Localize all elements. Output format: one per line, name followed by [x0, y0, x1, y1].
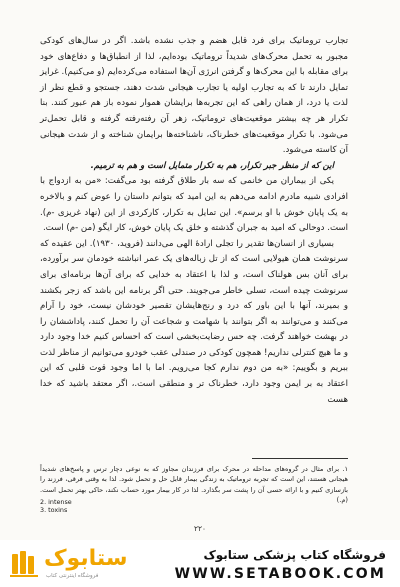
setabook-logo[interactable]	[10, 546, 140, 582]
logo-subtitle: فروشگاه اینترنتی کتاب	[46, 573, 99, 579]
store-url[interactable]: WWW.SETABOOK.COM	[174, 566, 386, 582]
paragraph-emphasis: این که از منظر جبر تکرار، هم به تکرار متمایل است و هم به ترمیم.	[90, 160, 334, 171]
footnote-toxins: 3. toxins	[40, 506, 68, 514]
paragraph-3: بسیاری از انسان‌ها تقدیر را تجلی ارادهٔ الهی می‌دانند (فروید، ۱۹۳۰). این عقیده که سرنوشت همان هیولایی است که از تل زباله‌های یک عمر انباشته خودمان سر برآورده، برای آنان بس هولناک است، و لذا با اعتقاد به خدایی که برای آن‌ها برنامه‌ای برای سرنوشت چیده است، تسلی خاطر می‌جویند. حتی اگر برنامه این باشد که زجر بکشند و بمیرند، آنها با این باور که درد و رنج‌هایشان تقصیر خودشان نیست، خود را آرام می‌کنند و می‌توانند به اگر بتوانند با شهامت و شجاعت آن را تحمل کنند، پاداششان را در بهشت خواهند گرفت. چه حس رضایت‌بخشی است که احساس کنیم خدا وجود دارد و ما هیچ کنترلی نداریم! همچون کودکی در صندلی عقب خودرو می‌توانیم از مناظر لذت ببریم و بگوییم: «به من دوم ندارم کجا می‌رویم. اما با اما وجود قوت قلبی که این اعتقاد به بر ایمن وجود دارد، خطرناک تر و منطقی است.، اگر معتقد باشید که خدا هست	[40, 238, 348, 405]
footnote-intense: 2. intense	[40, 498, 72, 506]
book-stack-icon	[10, 548, 40, 578]
body-text	[40, 34, 348, 408]
store-banner	[0, 540, 400, 587]
footnote-divider	[252, 458, 348, 459]
store-title: فروشگاه کتاب پزشکی ستابوک	[203, 548, 386, 562]
paragraph-1: تجارب تروماتیک برای فرد قابل هضم و جذب نشده باشد. اگر در سال‌های کودکی مجبور به تحمل محرک‌های شدیداً تروماتیک بوده‌ایم، لذا از انطباق‌ها و دفاع‌های خود برای مقابله با این محرک‌ها و گرفتن انرژی آن‌ها استفاده می‌کرده‌ایم (و می‌کنیم). غرایز تمایل دارند تا که به تجارب اولیه یا تجارب هیجانی شدت دهند، جستجو و قطع نظر از لذت یا درد، از همان راهی که این تجربه‌ها برایشان هموار نموده باز هم عبور کنند. بنا تکرار هر چه بیشتر موقعیت‌های تروماتیک، زهر آن رفته‌رفته گرفته و قابل تحمل‌تر می‌شود. با تکرار موقعیت‌های خطرناک، ناشناخته‌ها برایمان شناخته و از شدت هیجانی آن کاسته می‌شود.	[40, 36, 348, 156]
footnote: ۱. برای مثال در گروه‌های مداحله در محرک برای فرزندان مجاوز که به نوعی دچار ترس و پاسخ‌های شدیداً هیجانی هستند، این است که تجربه تروماتیک به زندگی بیمار قابل حل و تحمل شود. لذا به وقتی فرقی، فرزند را بازسازی کنیم و با ارائه حسی آن را پشت سر بگذارد. لذا در کار بیمار مورد حساب نکند، حاکی بهتر تحمل است. (م.)	[40, 465, 348, 505]
paragraph-2: یکی از بیماران من خانمی که سه بار طلاق گرفته بود می‌گفت: «من به ازدواج با افرادی شبیه مادرم ادامه می‌دهم به این امید که بتوانم داستان را عوض کنم و بالاخره به یک پایان خوش با او برسم». این تمایل به تکرار، کارکردی از این (نهاد غریزی -م). است. دوحالی که امید به جبران گذشته و خلق یک پایان خوش، کار ایگو (من -م) است.	[40, 176, 348, 234]
page-number: ۲۲۰	[194, 524, 206, 533]
english-footnotes	[40, 498, 72, 514]
logo-wordmark: ستابوک	[44, 546, 128, 571]
